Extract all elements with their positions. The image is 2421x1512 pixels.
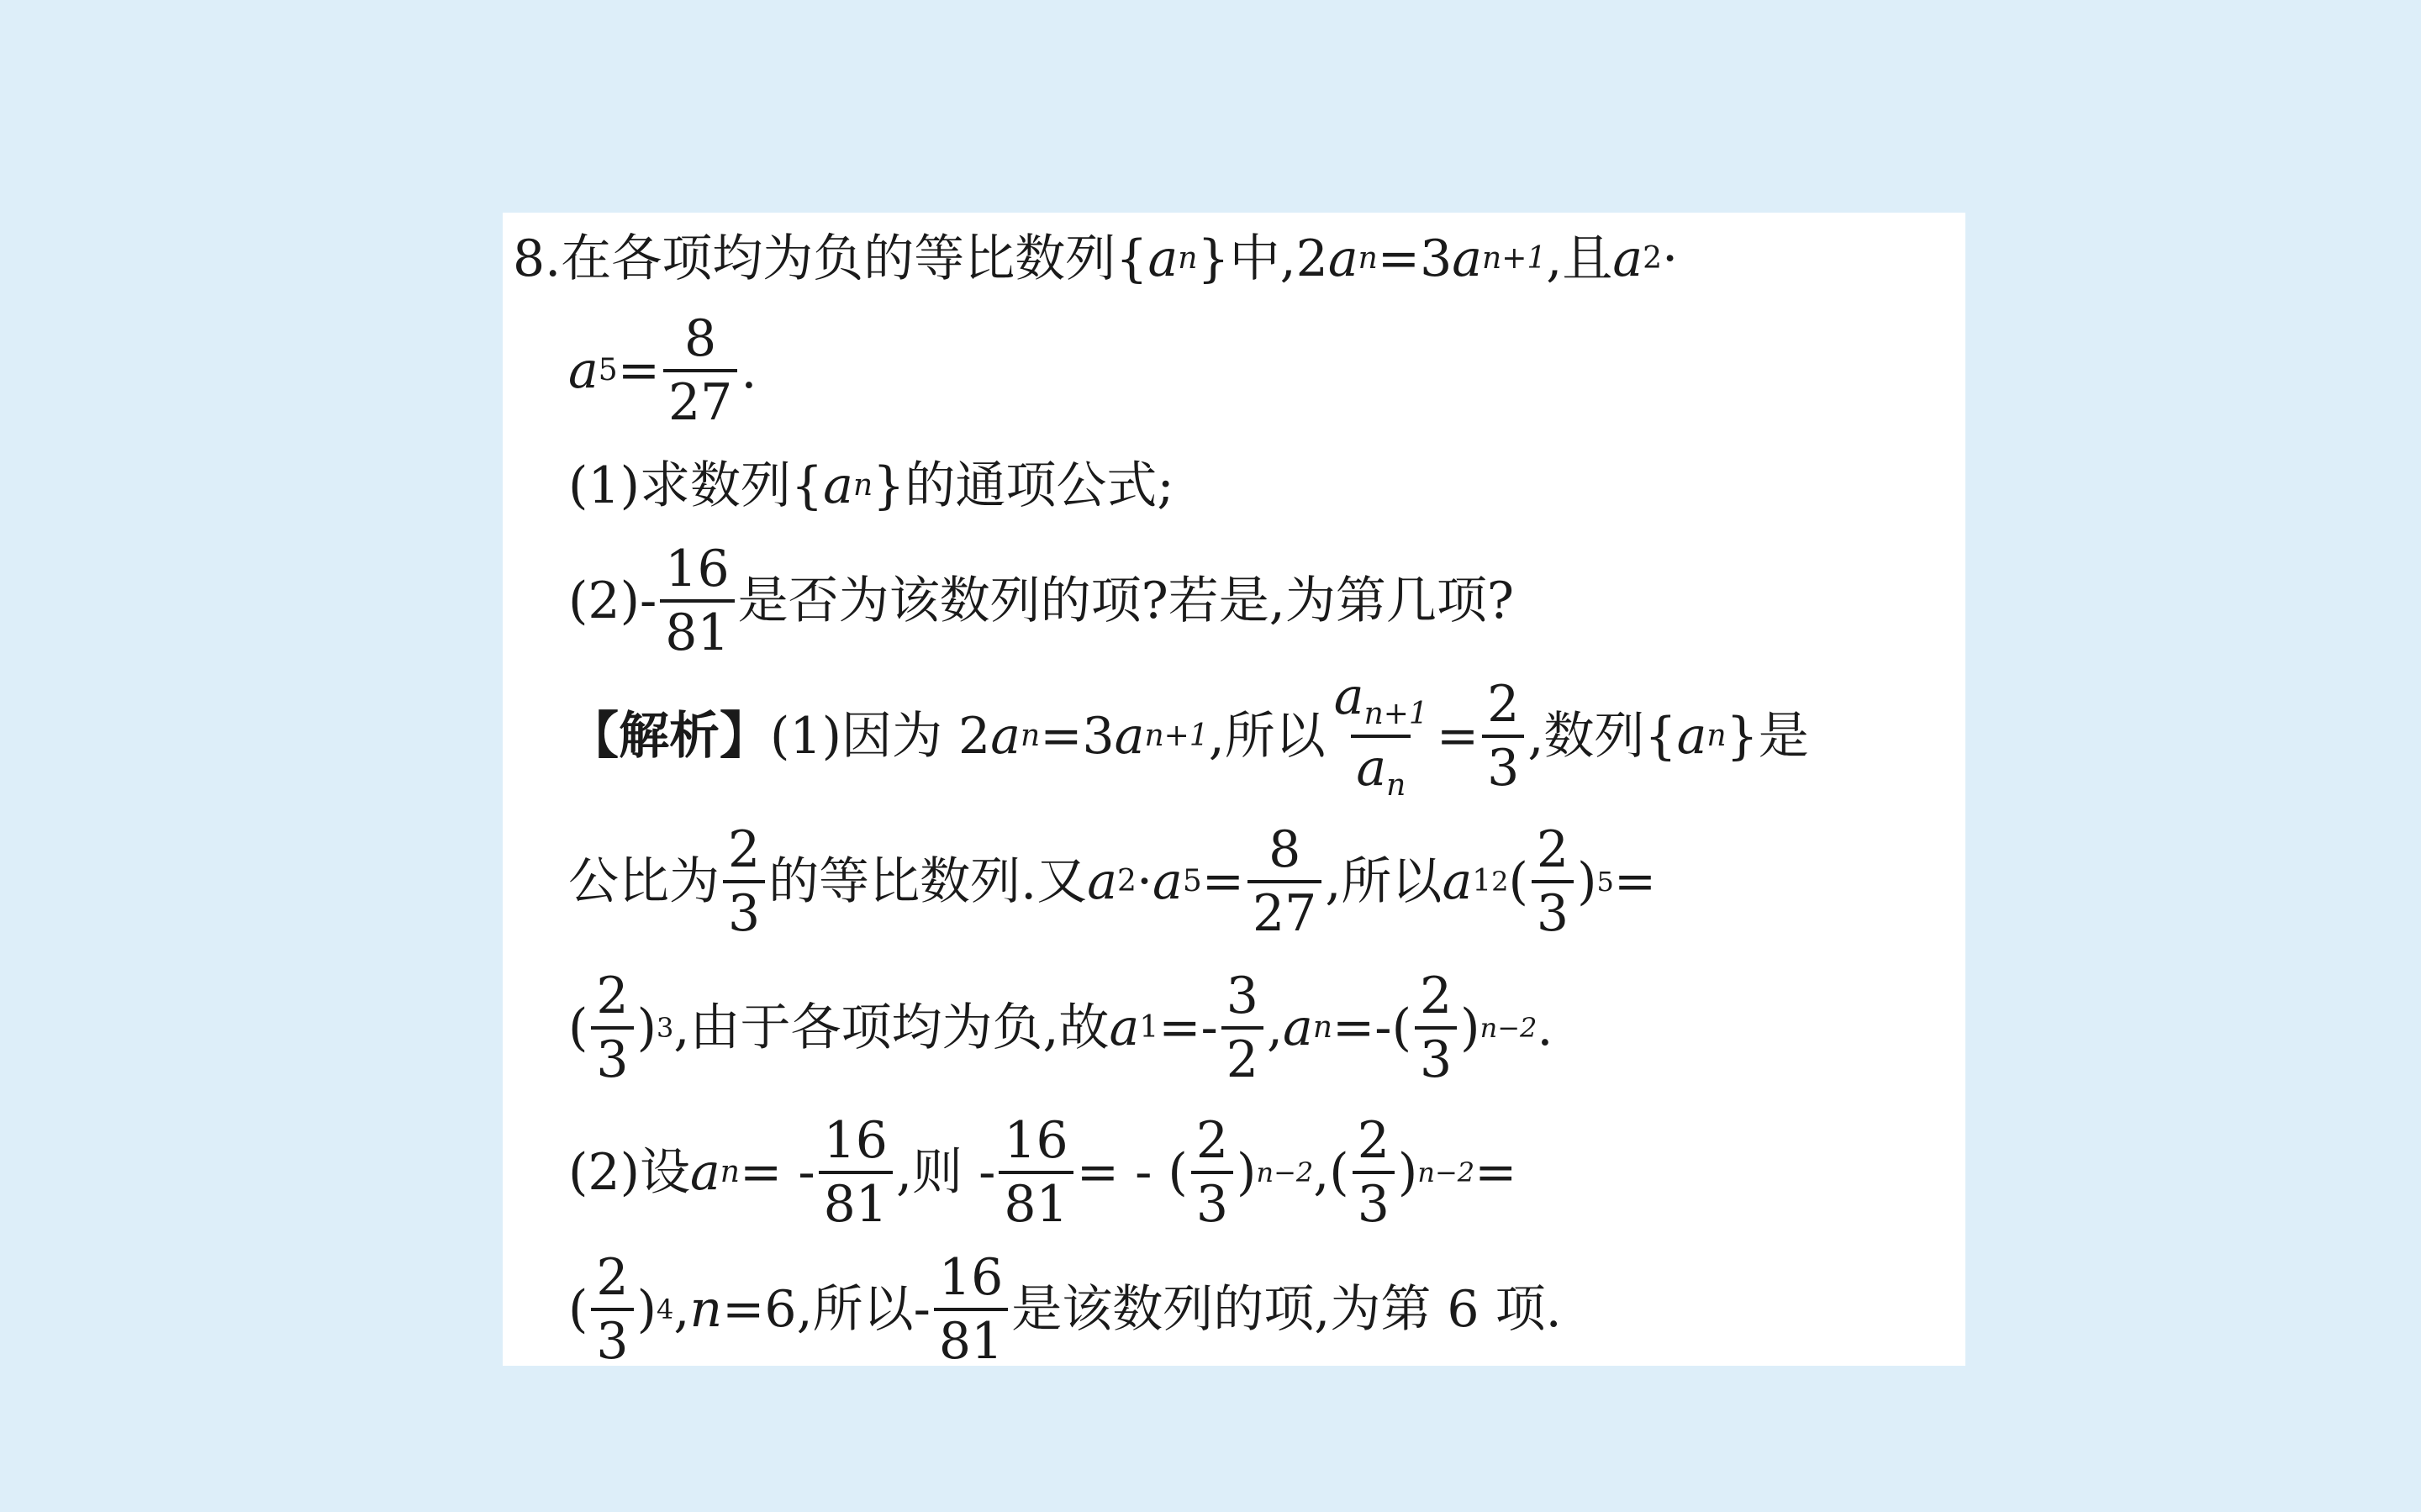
text: =3 [1377, 229, 1453, 288]
solution-line-3 [568, 969, 1553, 1087]
sub-n1: n+1 [1144, 719, 1209, 753]
text: ) [1460, 998, 1480, 1057]
text: ) [636, 998, 657, 1057]
var-a: a [1152, 852, 1183, 911]
text: ,所以 [1325, 852, 1443, 911]
sup-3: 3 [657, 1012, 674, 1044]
text: ,由于各项均为负,故 [673, 998, 1110, 1057]
text: · [1136, 852, 1153, 911]
fraction-2-3: $\frac{2}{3}$ [1532, 824, 1574, 939]
var-a: a [1452, 229, 1483, 288]
fraction-2-3: $\frac{2}{3}$ [591, 971, 633, 1085]
fraction-16-81: $\frac{16}{81}$ [934, 1252, 1008, 1367]
text: ) [1577, 852, 1597, 911]
var-a: a [1442, 852, 1473, 911]
sub-5: 5 [1182, 864, 1202, 898]
text: 是否为该数列的项?若是,为第几项? [737, 572, 1515, 630]
text: =3 [1040, 707, 1115, 766]
text: }是 [1726, 707, 1809, 766]
text: ( [1508, 852, 1528, 911]
fraction-an1-an: $\frac{a_{n+1}}{a_n}$ [1333, 667, 1428, 803]
sub-n: n [720, 1155, 740, 1189]
text: =6,所以- [722, 1280, 931, 1339]
sub-2: 2 [1643, 241, 1663, 276]
problem-line-1 [513, 229, 1678, 288]
text: = - [739, 1143, 815, 1202]
sub-n: n [1706, 719, 1727, 753]
text: }的通项公式; [873, 456, 1174, 515]
problem-part-2 [568, 542, 1514, 660]
text: ( [568, 1280, 588, 1339]
sub-1: 1 [1139, 1010, 1159, 1045]
text: =- [1158, 998, 1218, 1057]
fraction-2-3: $\frac{2}{3}$ [1482, 679, 1524, 793]
solution-line-1 [568, 667, 1809, 803]
text: ,数列{ [1527, 707, 1677, 766]
fraction-8-27: $\frac{8}{27}$ [663, 313, 737, 428]
text: (2)设 [568, 1143, 690, 1202]
fraction-2-3: $\frac{2}{3}$ [591, 1252, 633, 1367]
sup-n-2: n−2 [1417, 1156, 1475, 1188]
text: 公比为 [568, 852, 720, 911]
sub-n: n [1021, 719, 1041, 753]
solution-line-2 [568, 820, 1657, 943]
text: ,( [1313, 1143, 1349, 1202]
var-a: a [690, 1143, 720, 1202]
problem-card [503, 213, 1965, 1371]
text: . [1537, 998, 1553, 1057]
fraction-3-2: $\frac{3}{2}$ [1221, 971, 1263, 1085]
text: (1)因为 2 [770, 707, 991, 766]
var-a: a [1114, 707, 1145, 766]
sup-n-2: n−2 [1256, 1156, 1314, 1188]
var-a: a [1612, 229, 1643, 288]
text: ) [636, 1280, 657, 1339]
text: ,则 - [895, 1143, 996, 1202]
fraction-16-81: $\frac{16}{81}$ [999, 1115, 1073, 1230]
var-a: a [568, 341, 599, 400]
text: ,所以 [1208, 707, 1326, 766]
text: =-( [1332, 998, 1411, 1057]
fraction-16-81: $\frac{16}{81}$ [660, 544, 734, 658]
text: = [1474, 1143, 1517, 1202]
var-a: a [1676, 707, 1707, 766]
sub-n1: n+1 [1482, 241, 1547, 276]
text: , [1266, 998, 1284, 1057]
sub-n: n [1178, 241, 1198, 276]
text: ) [1237, 1143, 1257, 1202]
text: ( [568, 998, 588, 1057]
problem-number: 8. [513, 229, 562, 288]
solution-line-4 [568, 1111, 1517, 1234]
text: }中,2 [1197, 229, 1328, 288]
var-a: a [1283, 998, 1313, 1057]
text: · [1662, 229, 1679, 288]
sub-1: 1 [1472, 864, 1492, 898]
sup-n-2: n−2 [1480, 1012, 1538, 1044]
text: 在各项均为负的等比数列{ [561, 229, 1148, 288]
text: = - ( [1076, 1143, 1188, 1202]
solution-line-5 [568, 1248, 1562, 1371]
var-a: a [1087, 852, 1118, 911]
problem-part-1 [568, 456, 1174, 515]
text: = [617, 341, 660, 400]
var-n: n [689, 1280, 723, 1339]
text: ) [1397, 1143, 1418, 1202]
text: 是该数列的项,为第 6 项. [1011, 1280, 1562, 1339]
fraction-2-3: $\frac{2}{3}$ [1191, 1115, 1233, 1230]
solution-label: 【解析】 [568, 707, 770, 766]
problem-line-2 [568, 309, 757, 432]
var-a: a [1147, 229, 1179, 288]
sup-2: 2 [1491, 866, 1509, 898]
sub-5: 5 [598, 353, 618, 387]
fraction-2-3: $\frac{2}{3}$ [1353, 1115, 1395, 1230]
var-a: a [1109, 998, 1140, 1057]
fraction-16-81: $\frac{16}{81}$ [819, 1115, 893, 1230]
fraction-2-3: $\frac{2}{3}$ [1415, 971, 1457, 1085]
var-a: a [1327, 229, 1358, 288]
fraction-8-27: $\frac{8}{27}$ [1247, 824, 1321, 939]
sub-n: n [1358, 241, 1378, 276]
var-a: a [990, 707, 1021, 766]
text: , [673, 1280, 690, 1339]
sup-5: 5 [1596, 866, 1614, 898]
sub-n: n [852, 468, 873, 503]
sup-4: 4 [657, 1293, 674, 1325]
text: . [741, 341, 757, 400]
fraction-2-3: $\frac{2}{3}$ [723, 824, 765, 939]
text: ,且 [1546, 229, 1613, 288]
text: (2)- [568, 572, 657, 630]
text: 的等比数列.又 [768, 852, 1088, 911]
sub-2: 2 [1117, 864, 1137, 898]
text: (1)求数列{ [568, 456, 824, 515]
text: = [1201, 852, 1244, 911]
sub-n: n [1312, 1010, 1333, 1045]
text: = [1436, 707, 1480, 766]
text: = [1613, 852, 1657, 911]
var-a: a [823, 456, 853, 515]
